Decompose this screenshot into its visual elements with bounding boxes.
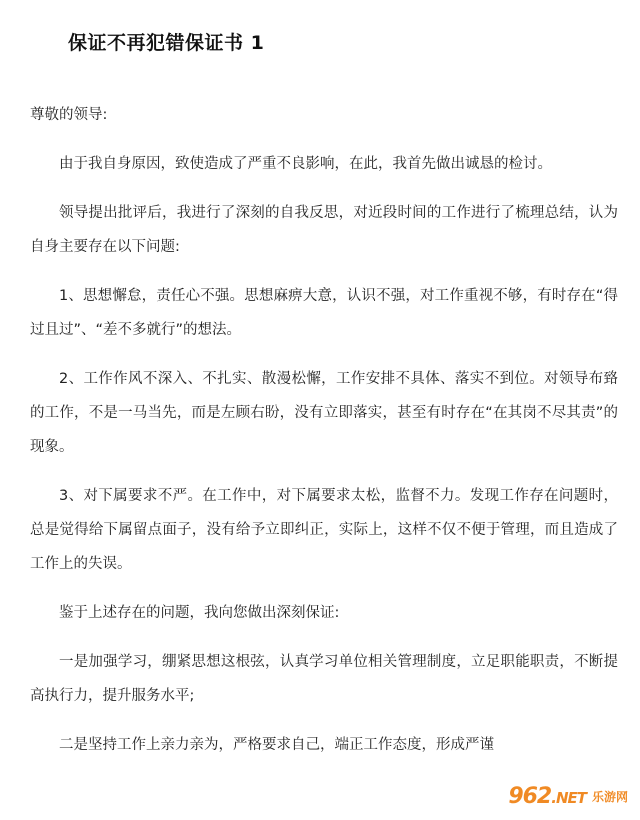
paragraph: 3、对下属要求不严。在工作中，对下属要求太松，监督不力。发现工作存在问题时，总是觉得给下属留点面子，没有给予立即纠正，实际上，这样不仅不便于管理，而且造成了工作上的失误。: [30, 488, 618, 572]
paragraph: 2、工作作风不深入、不扎实、散漫松懈，工作安排不具体、落实不到位。对领导布臵的工作，不是一马当先，而是左顾右盼，没有立即落实，甚至有时存在“在其岗不尽其责”的现象。: [30, 371, 618, 455]
document-body: [30, 98, 618, 777]
watermark-logo: 962.NET: [508, 783, 586, 809]
paragraph: 1、思想懈怠，责任心不强。思想麻痹大意，认识不强，对工作重视不够，有时存在“得过且过”、“差不多就行”的想法。: [30, 288, 618, 338]
paragraph: 鉴于上述存在的问题，我向您做出深刻保证:: [59, 605, 340, 621]
watermark-text: 乐游网: [591, 789, 628, 804]
document-title: 保证不再犯错保证书 1: [68, 32, 265, 54]
paragraph: 由于我自身原因，致使造成了严重不良影响，在此，我首先做出诚恳的检讨。: [59, 156, 552, 172]
paragraph: 一是加强学习，绷紧思想这根弦，认真学习单位相关管理制度，立足职能职责，不断提高执行力，提升服务水平;: [30, 654, 618, 704]
salutation: 尊敬的领导:: [30, 107, 108, 123]
paragraph: 二是坚持工作上亲力亲为，严格要求自己，端正工作态度，形成严谨: [59, 737, 494, 753]
site-watermark: [502, 776, 634, 816]
paragraph: 领导提出批评后，我进行了深刻的自我反思，对近段时间的工作进行了梳理总结，认为自身主要存在以下问题:: [30, 205, 618, 255]
